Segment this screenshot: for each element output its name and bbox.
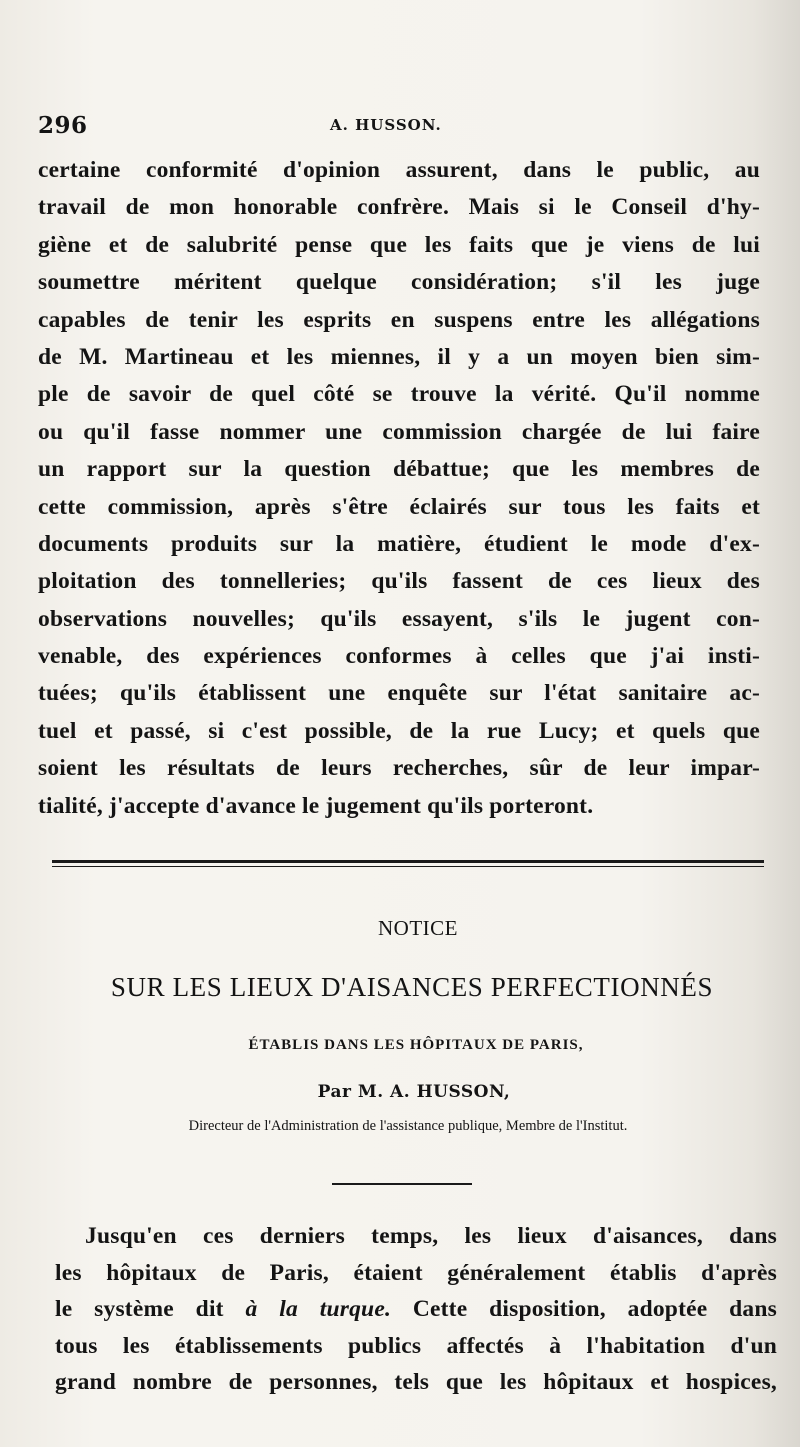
text-line	[55, 1291, 777, 1328]
notice-subtitle: ÉTABLIS DANS LES HÔPITAUX DE PARIS,	[248, 1037, 584, 1053]
notice-title: SUR LES LIEUX D'AISANCES PERFECTIONNÉS	[110, 972, 714, 1002]
divider-thin-rule	[52, 866, 764, 867]
text-line: ple de savoir de quel côté se trouve la vérité. Qu'il nomme	[38, 381, 760, 408]
divider-thick-rule	[52, 860, 764, 863]
text-line: tuées; qu'ils établissent une enquête sur l'état sanitaire ac-	[38, 680, 760, 707]
notice-author: Par M. A. HUSSON,	[317, 1082, 511, 1102]
page-number: 296	[38, 112, 88, 139]
text-line: soient les résultats de leurs recherches, sûr de leur impar-	[38, 755, 760, 782]
paragraph-intro	[55, 1218, 777, 1401]
text-line: un rapport sur la question débattue; que les membres de	[38, 456, 760, 483]
page-header	[38, 112, 760, 146]
text-line: venable, des expériences conformes à celles que j'ai insti-	[38, 643, 760, 670]
text-line: ou qu'il fasse nommer une commission chargée de lui faire	[38, 418, 760, 445]
text-segment: le système dit	[55, 1296, 246, 1322]
text-line: grand nombre de personnes, tels que les hôpitaux et hospices,	[55, 1369, 777, 1395]
text-line: les hôpitaux de Paris, étaient généralement établis d'après	[55, 1259, 777, 1286]
text-line: tous les établissements publics affectés à l'habitation d'un	[55, 1332, 777, 1359]
text-line: soumettre méritent quelque considération; s'il les juge	[38, 269, 760, 296]
text-line: observations nouvelles; qu'ils essayent, s'ils le jugent con-	[38, 605, 760, 632]
paragraph-conclusion	[38, 152, 760, 825]
section-divider	[52, 860, 764, 867]
text-line: Jusqu'en ces derniers temps, les lieux d'aisances, dans	[85, 1223, 777, 1249]
notice-label: NOTICE	[378, 916, 458, 940]
text-line: tialité, j'accepte d'avance le jugement qu'ils porteront.	[38, 792, 594, 819]
running-head: A. HUSSON.	[330, 116, 442, 134]
text-line: certaine conformité d'opinion assurent, dans le public, au	[38, 157, 760, 183]
text-line: ploitation des tonnelleries; qu'ils fassent de ces lieux des	[38, 568, 760, 595]
text-line: de M. Martineau et les miennes, il y a un moyen bien sim-	[38, 343, 760, 370]
italic-term: à la turque.	[245, 1296, 392, 1322]
text-line: capables de tenir les esprits en suspens entre les allégations	[38, 306, 760, 333]
author-affiliation: Directeur de l'Administration de l'assistance publique, Membre de l'Institut.	[188, 1118, 628, 1134]
short-rule	[332, 1183, 472, 1185]
text-line: cette commission, après s'être éclairés sur tous les faits et	[38, 493, 760, 520]
text-line: giène et de salubrité pense que les faits que je viens de lui	[38, 231, 760, 258]
text-segment: Cette disposition, adoptée dans	[391, 1296, 777, 1322]
text-line: documents produits sur la matière, étudient le mode d'ex-	[38, 530, 760, 557]
text-line: travail de mon honorable confrère. Mais si le Conseil d'hy-	[38, 194, 760, 221]
text-line: tuel et passé, si c'est possible, de la rue Lucy; et quels que	[38, 717, 760, 744]
